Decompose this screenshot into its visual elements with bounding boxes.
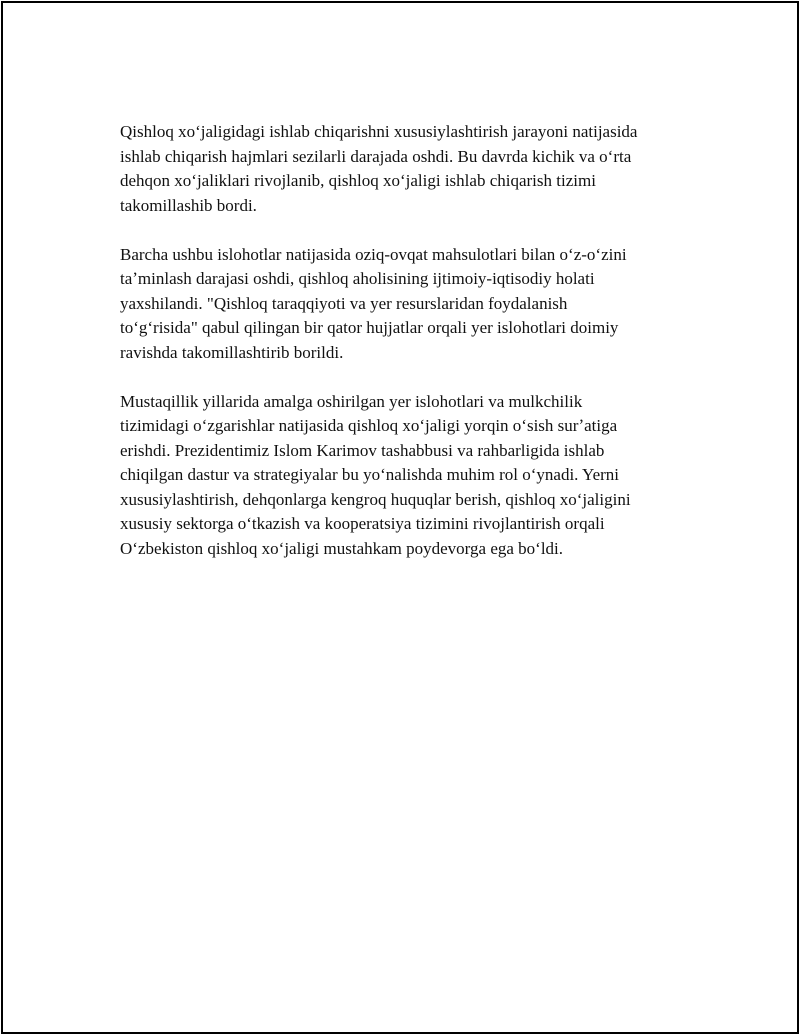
paragraph-3: Mustaqillik yillarida amalga oshirilgan yer islohotlari va mulkchilik tizimidagi oʻzgarishlar natijasida qishloq xoʻjaligi yorqin oʻsish surʼatiga erishdi. Prezidentimiz Islom Karimov tashabbusi va rahbarligida ishlab chiqilgan dastur va strategiyalar bu yoʻnalishda muhim rol oʻynadi. Yerni xususiylashtirish, dehqonlarga kengroq huquqlar berish, qishloq xoʻjaligini xususiy sektorga oʻtkazish va kooperatsiya tizimini rivojlantirish orqali Oʻzbekiston qishloq xoʻjaligi mustahkam poydevorga ega boʻldi. xyxy=(120,391,631,558)
paragraph-2: Barcha ushbu islohotlar natijasida oziq-ovqat mahsulotlari bilan oʻz-oʻzini taʼminlash darajasi oshdi, qishloq aholisining ijtimoiy-iqtisodiy holati yaxshilandi. "Qishloq taraqqiyoti va yer resurslaridan foydalanish toʻgʻrisida" qabul qilingan bir qator hujjatlar orqali yer islohotlari doimiy ravishda takomillashtirib borildi. xyxy=(120,244,627,362)
paragraph-1: Qishloq xoʻjaligidagi ishlab chiqarishni xususiylashtirish jarayoni natijasida ishlab chiqarish hajmlari sezilarli darajada oshdi. Bu davrda kichik va oʻrta dehqon xoʻjaliklari rivojlanib, qishloq xoʻjaligi ishlab chiqarish tizimi takomillashib bordi. xyxy=(120,122,638,215)
document-body xyxy=(120,120,700,586)
document-page xyxy=(1,1,799,1034)
